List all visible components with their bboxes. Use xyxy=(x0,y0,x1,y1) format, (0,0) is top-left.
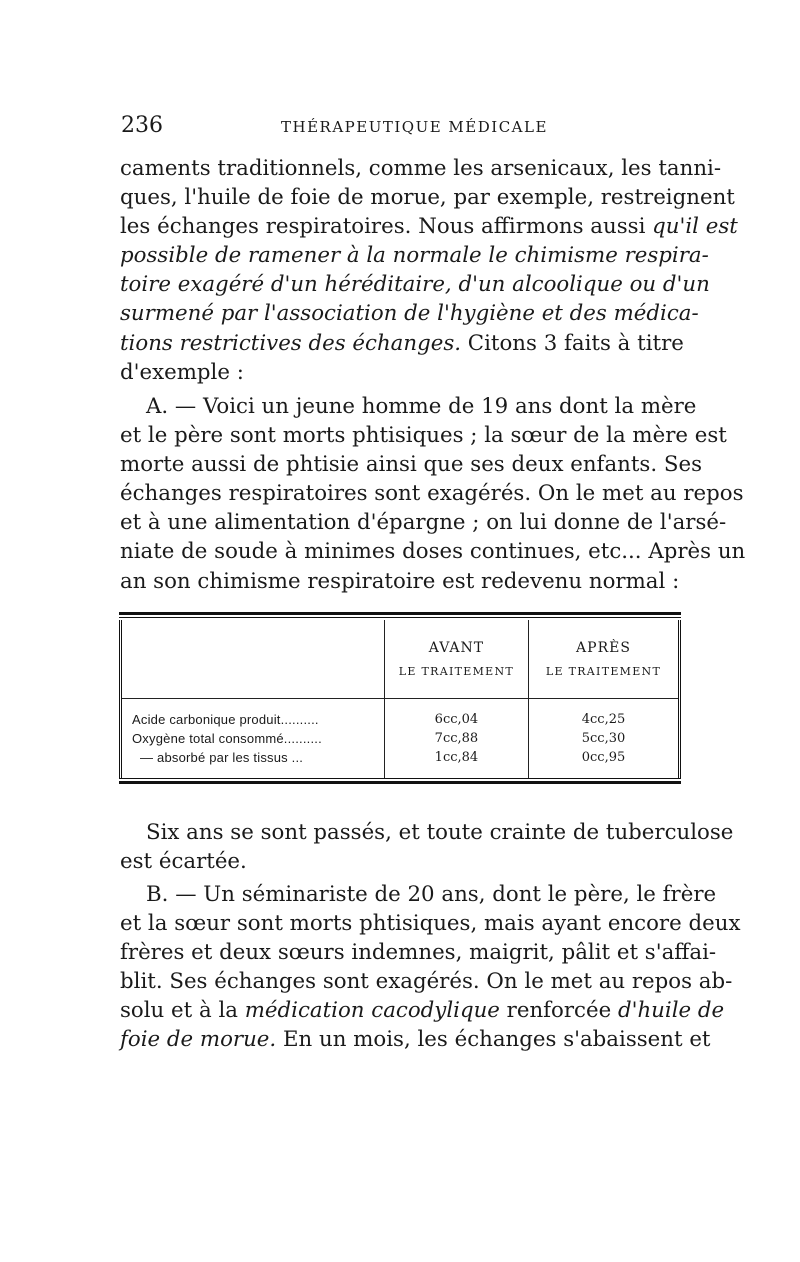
text-line: solu et à la médication cacodylique renforcée d'huile de xyxy=(120,998,725,1024)
table-bottom-rule-thin xyxy=(119,778,681,779)
text-line: les échanges respiratoires. Nous affirmons aussi qu'il est xyxy=(120,214,738,240)
text-line: frères et deux sœurs indemnes, maigrit, pâlit et s'affai- xyxy=(120,940,717,966)
text-line: A. — Voici un jeune homme de 19 ans dont la mère xyxy=(146,394,697,419)
text-line: surmené par l'association de l'hygiène et des médica- xyxy=(120,301,699,327)
text-line: toire exagéré d'un héréditaire, d'un alcoolique ou d'un xyxy=(120,272,710,298)
row-label: — absorbé par les tissus ... xyxy=(140,749,304,765)
value-after: 5cc,30 xyxy=(528,729,679,748)
running-title: THÉRAPEUTIQUE MÉDICALE xyxy=(281,118,548,136)
text-line: an son chimisme respiratoire est redevenu normal : xyxy=(120,568,680,594)
text-line: Six ans se sont passés, et toute crainte de tuberculose xyxy=(146,820,734,845)
table-top-rule-thin xyxy=(119,617,681,618)
paragraph-outcome xyxy=(120,818,734,876)
column-header-before: AVANT LE TRAITEMENT xyxy=(384,620,528,698)
table-corner-cell xyxy=(121,620,385,698)
text-line: possible de ramener à la normale le chimisme respira- xyxy=(120,243,709,269)
paragraph-intro xyxy=(120,154,738,387)
table-row xyxy=(121,729,680,748)
text-line: d'exemple : xyxy=(120,359,244,385)
respiratory-table xyxy=(119,612,681,784)
row-label: Oxygène total consommé.......... xyxy=(132,730,322,746)
value-after: 0cc,95 xyxy=(528,748,679,767)
text-line: caments traditionnels, comme les arsenicaux, les tanni- xyxy=(120,156,722,181)
row-label: Acide carbonique produit.......... xyxy=(132,711,319,727)
text-line: niate de soude à minimes doses continues, etc... Après un xyxy=(120,539,746,565)
text-line: B. — Un séminariste de 20 ans, dont le père, le frère xyxy=(146,882,717,907)
value-after: 4cc,25 xyxy=(528,710,679,729)
table-row xyxy=(121,748,680,767)
text-line: et à une alimentation d'épargne ; on lui donne de l'arsé- xyxy=(120,510,727,536)
page-header xyxy=(121,113,681,143)
text-line: blit. Ses échanges sont exagérés. On le met au repos ab- xyxy=(120,969,733,995)
value-before: 6cc,04 xyxy=(384,710,528,729)
text-line: est écartée. xyxy=(120,849,247,875)
text-line: et la sœur sont morts phtisiques, mais ayant encore deux xyxy=(120,911,741,937)
text-line: et le père sont morts phtisiques ; la sœur de la mère est xyxy=(120,423,727,449)
value-before: 7cc,88 xyxy=(384,729,528,748)
text-line: échanges respiratoires sont exagérés. On le met au repos xyxy=(120,481,744,507)
page-number: 236 xyxy=(121,113,163,138)
paragraph-case-a xyxy=(120,392,746,596)
text-line: morte aussi de phtisie ainsi que ses deux enfants. Ses xyxy=(120,452,703,478)
column-header-after: APRÈS LE TRAITEMENT xyxy=(528,620,679,698)
table-header-row xyxy=(121,620,680,698)
value-before: 1cc,84 xyxy=(384,748,528,767)
text-line: foie de morue. En un mois, les échanges s'abaissent et xyxy=(120,1027,711,1053)
paragraph-case-b xyxy=(120,880,741,1055)
data-table xyxy=(119,620,681,778)
table-row xyxy=(121,710,680,729)
table-bottom-rule xyxy=(119,781,681,784)
text-line: tions restrictives des échanges. Citons 3 faits à titre xyxy=(120,330,684,356)
table-top-rule xyxy=(119,612,681,615)
text-line: ques, l'huile de foie de morue, par exemple, restreignent xyxy=(120,185,735,211)
